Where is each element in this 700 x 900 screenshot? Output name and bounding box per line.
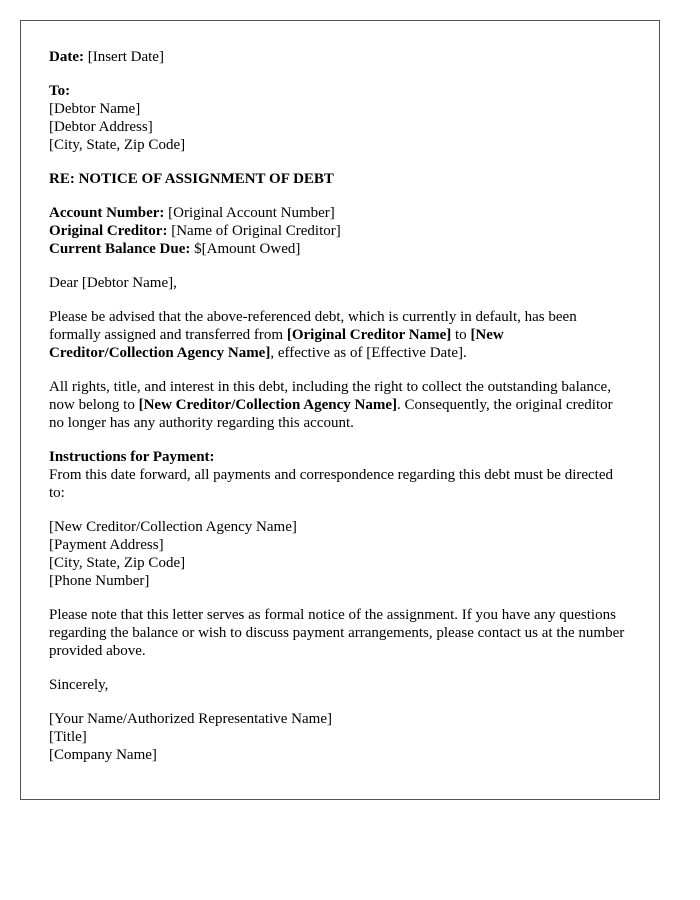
balance-line bbox=[49, 240, 631, 258]
original-creditor-value: [Name of Original Creditor] bbox=[167, 223, 341, 239]
signature-block bbox=[49, 710, 631, 764]
instructions-heading: Instructions for Payment: bbox=[49, 449, 215, 465]
rights-text-1: All rights, title, and interest in this debt, including the right to collect the outstanding balance, now belong to bbox=[49, 379, 611, 413]
rights-paragraph bbox=[49, 378, 631, 432]
payee-address: [Payment Address] bbox=[49, 537, 164, 553]
recipient-address: [Debtor Address] bbox=[49, 119, 153, 135]
new-creditor-ref: [New Creditor/Collection Agency Name] bbox=[49, 327, 504, 361]
recipient-city: [City, State, Zip Code] bbox=[49, 137, 186, 153]
recipient-name: [Debtor Name] bbox=[49, 101, 141, 117]
account-number-line bbox=[49, 204, 631, 222]
payee-phone: [Phone Number] bbox=[49, 573, 150, 589]
original-creditor-ref: [Original Creditor Name] bbox=[286, 327, 452, 343]
date-line bbox=[49, 48, 631, 66]
date-label: Date: bbox=[49, 49, 84, 65]
payee-block bbox=[49, 518, 631, 590]
instructions-block bbox=[49, 448, 631, 502]
assignment-text-1: Please be advised that the above-referenced debt, which is currently in default, has been formally assigned and transferred from bbox=[49, 309, 577, 343]
balance-label: Current Balance Due: bbox=[49, 241, 191, 257]
payee-name: [New Creditor/Collection Agency Name] bbox=[49, 519, 297, 535]
closing: Sincerely, bbox=[49, 677, 109, 693]
account-details bbox=[49, 204, 631, 258]
signer-title: [Title] bbox=[49, 729, 87, 745]
assignment-text-2: to bbox=[451, 327, 471, 343]
assignment-paragraph bbox=[49, 308, 631, 362]
recipient-block bbox=[49, 82, 631, 154]
date-value: [Insert Date] bbox=[83, 49, 164, 65]
to-label: To: bbox=[49, 83, 71, 99]
letter-page bbox=[20, 20, 660, 800]
new-creditor-ref-2: [New Creditor/Collection Agency Name] bbox=[138, 397, 397, 413]
payee-city: [City, State, Zip Code] bbox=[49, 555, 186, 571]
subject-text: RE: NOTICE OF ASSIGNMENT OF DEBT bbox=[49, 171, 334, 187]
original-creditor-line bbox=[49, 222, 631, 240]
notice-paragraph: Please note that this letter serves as formal notice of the assignment. If you have any questions regarding the balance or wish to discuss payment arrangements, please contact us at the number provided above. bbox=[49, 607, 625, 659]
rights-text-2: . Consequently, the original creditor no longer has any authority regarding this account. bbox=[49, 397, 613, 431]
signer-company: [Company Name] bbox=[49, 747, 157, 763]
instructions-text: From this date forward, all payments and correspondence regarding this debt must be directed to: bbox=[49, 467, 613, 501]
salutation: Dear [Debtor Name], bbox=[49, 275, 177, 291]
signer-name: [Your Name/Authorized Representative Name] bbox=[49, 711, 332, 727]
assignment-text-3: , effective as of [Effective Date]. bbox=[270, 345, 467, 361]
account-number-label: Account Number: bbox=[49, 205, 165, 221]
original-creditor-label: Original Creditor: bbox=[49, 223, 168, 239]
balance-value: $[Amount Owed] bbox=[190, 241, 301, 257]
subject-line bbox=[49, 170, 631, 188]
account-number-value: [Original Account Number] bbox=[164, 205, 335, 221]
